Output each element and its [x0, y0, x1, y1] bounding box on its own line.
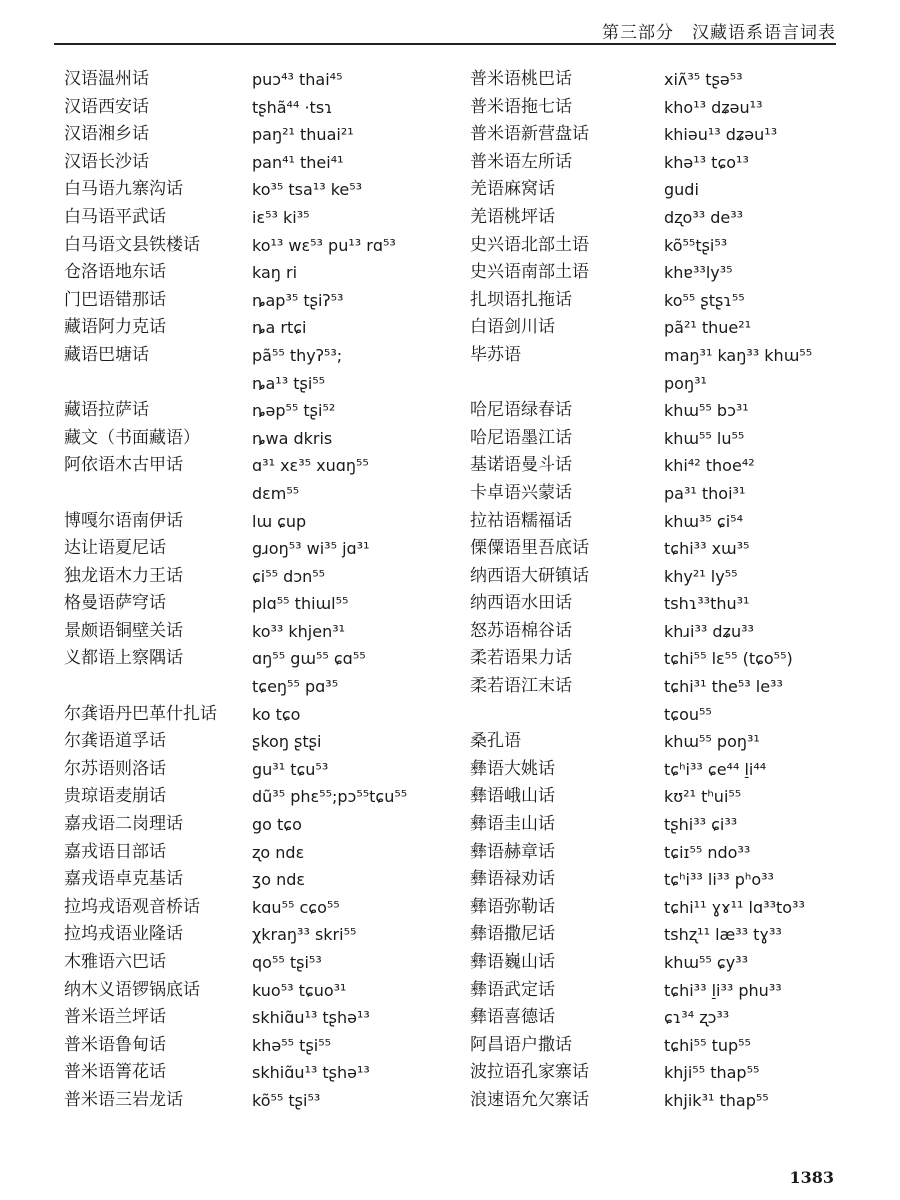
- word-form: maŋ³¹ kaŋ³³ khɯ⁵⁵: [664, 345, 813, 365]
- word-form: paŋ²¹ thuai²¹: [252, 125, 354, 145]
- word-form: ȵap³⁵ tʂiʔ⁵³: [252, 290, 344, 310]
- word-form: tɕhi³³ l̠i³³ phu³³: [664, 980, 782, 1000]
- word-form: pan⁴¹ thei⁴¹: [252, 152, 344, 172]
- language-name: 普米语左所话: [470, 151, 572, 172]
- word-form: dʐo³³ de³³: [664, 207, 744, 227]
- language-name: 门巴语错那话: [64, 289, 166, 310]
- language-name: 柔若语果力话: [470, 648, 572, 669]
- language-name: 彝语弥勒话: [470, 896, 555, 917]
- word-form: khɯ⁵⁵ bɔ³¹: [664, 401, 749, 421]
- word-form: plɑ⁵⁵ thiɯl⁵⁵: [252, 594, 349, 614]
- language-name: 彝语禄劝话: [470, 869, 555, 890]
- language-name: 藏语阿力克话: [64, 317, 166, 338]
- language-name: 阿昌语户撒话: [470, 1034, 572, 1055]
- language-name: 彝语赫章话: [470, 841, 555, 862]
- left-language-column: [64, 66, 252, 1115]
- word-form: ko³³ khjen³¹: [252, 621, 346, 641]
- language-name: 阿依语木古甲话: [64, 455, 183, 476]
- language-name: 彝语峨山话: [470, 786, 555, 807]
- language-name: [64, 480, 252, 508]
- word-form: χkraŋ³³ skri⁵⁵: [252, 925, 357, 945]
- word-form: ȵa rtɕi: [252, 318, 307, 338]
- language-name: 扎坝语扎拖话: [470, 289, 572, 310]
- word-form: tɕʰi³³ ɕe⁴⁴ l̠i⁴⁴: [664, 759, 767, 779]
- language-name: 彝语圭山话: [470, 814, 555, 835]
- language-name: [64, 673, 252, 701]
- right-form-column: [664, 66, 884, 1115]
- word-form: ko tɕo: [252, 704, 301, 724]
- word-form: kuo⁵³ tɕuo³¹: [252, 980, 347, 1000]
- word-form: kaŋ ri: [252, 263, 298, 283]
- language-name: [470, 701, 648, 729]
- language-name: 哈尼语绿春话: [470, 400, 572, 421]
- language-name: 博嘎尔语南伊话: [64, 510, 183, 531]
- word-list: [0, 66, 900, 1156]
- word-form: tɕhi⁵⁵ tup⁵⁵: [664, 1035, 751, 1055]
- language-name: 普米语兰坪话: [64, 1007, 166, 1028]
- word-form: khi⁴² thoe⁴²: [664, 456, 755, 476]
- language-name: 史兴语南部土语: [470, 262, 589, 283]
- language-name: 藏语巴塘话: [64, 344, 149, 365]
- word-form: ɑ³¹ xɛ³⁵ xuɑŋ⁵⁵: [252, 456, 369, 476]
- language-name: 彝语巍山话: [470, 952, 555, 972]
- word-form: pã²¹ thue²¹: [664, 318, 752, 338]
- word-form: ko³⁵ tsa¹³ ke⁵³: [252, 180, 363, 200]
- header-rule: [54, 43, 836, 45]
- language-name: 波拉语孔家寨话: [470, 1062, 589, 1083]
- word-form: tshʐ¹¹ læ³³ tɣ³³: [664, 925, 782, 945]
- language-name: 白马语文县铁楼话: [64, 234, 200, 255]
- word-form: ȵwa dkris: [252, 428, 333, 448]
- word-form: ȵəp⁵⁵ tʂi⁵²: [252, 401, 336, 421]
- language-name: 汉语温州话: [64, 69, 149, 89]
- word-form: khɐ³³ly³⁵: [664, 263, 733, 283]
- word-form: gɹoŋ⁵³ wi³⁵ jɑ³¹: [252, 539, 370, 559]
- language-name: 普米语鲁甸话: [64, 1034, 166, 1055]
- language-name: 景颇语铜壁关话: [64, 620, 183, 641]
- word-form: tʂhã⁴⁴ ·tsɿ: [252, 97, 333, 117]
- left-form-column: [252, 66, 467, 1115]
- word-form: khjik³¹ thap⁵⁵: [664, 1090, 769, 1110]
- word-form: kɑu⁵⁵ cɕo⁵⁵: [252, 897, 340, 917]
- right-language-column: [470, 66, 648, 1115]
- word-form: xiʌ̃³⁵ tʂə⁵³: [664, 70, 743, 89]
- word-form: ɕɿ³⁴ ʐɔ³³: [664, 1008, 730, 1028]
- language-name: 藏文（书面藏语）: [64, 427, 200, 448]
- word-form: ʂkoŋ ʂtʂi: [252, 732, 322, 752]
- word-form: kho¹³ dʑəu¹³: [664, 97, 763, 117]
- word-form: ko⁵⁵ ʂtʂɿ⁵⁵: [664, 290, 745, 310]
- word-form: go tɕo: [252, 815, 302, 835]
- language-name: 白马语九寨沟话: [64, 179, 183, 200]
- word-form: iɛ⁵³ ki³⁵: [252, 207, 310, 227]
- word-form: tɕʰi³³ li³³ pʰo³³: [664, 870, 774, 890]
- word-form: khə⁵⁵ tʂi⁵⁵: [252, 1035, 332, 1055]
- language-name: 独龙语木力王话: [64, 565, 183, 586]
- word-form: tɕiɪ⁵⁵ ndo³³: [664, 842, 751, 862]
- language-name: 羌语麻窝话: [470, 179, 555, 200]
- language-name: 藏语拉萨话: [64, 400, 149, 421]
- language-name: 达让语夏尼话: [64, 538, 166, 559]
- language-name: [64, 370, 252, 398]
- language-name: 汉语西安话: [64, 96, 149, 117]
- language-name: 木雅语六巴话: [64, 952, 166, 972]
- language-name: 格曼语萨穹话: [64, 593, 166, 614]
- language-name: 纳西语大研镇话: [470, 565, 589, 586]
- language-name: 普米语箐花话: [64, 1062, 166, 1083]
- language-name: 义都语上察隅话: [64, 648, 183, 669]
- language-name: 彝语武定话: [470, 979, 555, 1000]
- language-name: [470, 370, 648, 398]
- word-form: ʒo ndɛ: [252, 870, 306, 890]
- word-form: dɛm⁵⁵: [252, 483, 300, 503]
- language-name: 汉语长沙话: [64, 151, 149, 172]
- language-name: 尔龚语丹巴革什扎话: [64, 703, 217, 724]
- language-name: 白马语平武话: [64, 206, 166, 227]
- language-name: 白语剑川话: [470, 317, 555, 338]
- word-form: khy²¹ ly⁵⁵: [664, 566, 738, 586]
- word-form: tɕhi³³ xɯ³⁵: [664, 539, 750, 559]
- language-name: 嘉戎语卓克基话: [64, 869, 183, 890]
- word-form: khji⁵⁵ thap⁵⁵: [664, 1063, 760, 1083]
- language-name: 彝语大姚话: [470, 758, 555, 779]
- language-name: 普米语拖七话: [470, 96, 572, 117]
- word-form: ko¹³ wɛ⁵³ pu¹³ rɑ⁵³: [252, 235, 396, 255]
- word-form: tɕhi³¹ the⁵³ le³³: [664, 677, 783, 697]
- word-form: ɑŋ⁵⁵ gɯ⁵⁵ ɕɑ⁵⁵: [252, 649, 366, 669]
- running-header: [0, 0, 900, 46]
- word-form: pa³¹ thoi³¹: [664, 483, 746, 503]
- language-name: 彝语喜德话: [470, 1007, 555, 1028]
- language-name: 尔龚语道孚话: [64, 731, 166, 752]
- language-name: 卡卓语兴蒙话: [470, 482, 572, 503]
- word-form: kõ⁵⁵tʂi⁵³: [664, 235, 728, 255]
- language-name: 纳木义语锣锅底话: [64, 979, 200, 1000]
- word-form: pã⁵⁵ thyʔ⁵³;: [252, 345, 343, 365]
- language-name: 嘉戎语二岗理话: [64, 814, 183, 835]
- language-name: 傈僳语里吾底话: [470, 538, 589, 559]
- word-form: skhiɑ̃u¹³ tʂhə¹³: [252, 1063, 370, 1083]
- word-form: gudi: [664, 180, 699, 200]
- word-form: tɕou⁵⁵: [664, 704, 712, 724]
- word-form: poŋ³¹: [664, 373, 707, 393]
- word-form: ȵa¹³ tʂi⁵⁵: [252, 373, 326, 393]
- word-form: kʊ²¹ tʰui⁵⁵: [664, 787, 742, 807]
- language-name: 浪速语允欠寨话: [470, 1089, 589, 1110]
- word-form: ʐo ndɛ: [252, 842, 305, 862]
- language-name: 嘉戎语日部话: [64, 841, 166, 862]
- word-form: tɕhi⁵⁵ lɛ⁵⁵ (tɕo⁵⁵): [664, 649, 793, 669]
- word-form: khɹi³³ dʑu³³: [664, 621, 754, 641]
- word-form: khɯ⁵⁵ poŋ³¹: [664, 732, 760, 752]
- word-form: puɔ⁴³ thai⁴⁵: [252, 70, 343, 89]
- word-form: tɕhi¹¹ ɣɤ¹¹ lɑ³³to³³: [664, 897, 805, 917]
- language-name: 桑孔语: [470, 731, 521, 752]
- language-name: 拉坞戎语观音桥话: [64, 896, 200, 917]
- language-name: 尔苏语则洛话: [64, 758, 166, 779]
- language-name: 羌语桃坪话: [470, 206, 555, 227]
- language-name: 彝语撒尼话: [470, 924, 555, 945]
- word-form: tʂhi³³ ɕi³³: [664, 815, 738, 835]
- word-form: tshɿ³³thu³¹: [664, 594, 750, 614]
- word-form: skhiɑ̃u¹³ tʂhə¹³: [252, 1008, 370, 1028]
- language-name: 普米语三岩龙话: [64, 1089, 183, 1110]
- word-form: ɕi⁵⁵ dɔn⁵⁵: [252, 566, 326, 586]
- word-form: kõ⁵⁵ tʂi⁵³: [252, 1090, 321, 1110]
- word-form: khɯ³⁵ ɕi⁵⁴: [664, 511, 743, 531]
- word-form: lɯ ɕup: [252, 511, 307, 531]
- language-name: 仓洛语地东话: [64, 262, 166, 283]
- language-name: 柔若语江末话: [470, 676, 572, 697]
- word-form: tɕeŋ⁵⁵ pɑ³⁵: [252, 677, 339, 697]
- language-name: 贵琼语麦崩话: [64, 786, 166, 807]
- language-name: 拉坞戎语业隆话: [64, 924, 183, 945]
- language-name: 拉祜语糯福话: [470, 510, 572, 531]
- word-form: gu³¹ tɕu⁵³: [252, 759, 329, 779]
- language-name: 怒苏语棉谷话: [470, 620, 572, 641]
- word-form: khiəu¹³ dʑəu¹³: [664, 125, 778, 145]
- language-name: 普米语新营盘话: [470, 124, 589, 145]
- word-form: dũ³⁵ phɛ⁵⁵;pɔ⁵⁵tɕu⁵⁵: [252, 787, 408, 807]
- language-name: 哈尼语墨江话: [470, 427, 572, 448]
- running-title: 第三部分 汉藏语系语言词表: [602, 23, 836, 43]
- word-form: khə¹³ tɕo¹³: [664, 152, 749, 172]
- word-form: qo⁵⁵ tʂi⁵³: [252, 953, 322, 972]
- language-name: 史兴语北部土语: [470, 234, 589, 255]
- page-number: 1383: [789, 1168, 834, 1187]
- language-name: 汉语湘乡话: [64, 124, 149, 145]
- language-name: 纳西语水田话: [470, 593, 572, 614]
- language-name: 普米语桃巴话: [470, 69, 572, 89]
- word-form: khɯ⁵⁵ lu⁵⁵: [664, 428, 745, 448]
- word-form: khɯ⁵⁵ ɕy³³: [664, 953, 748, 972]
- language-name: 基诺语曼斗话: [470, 455, 572, 476]
- language-name: 毕苏语: [470, 344, 521, 365]
